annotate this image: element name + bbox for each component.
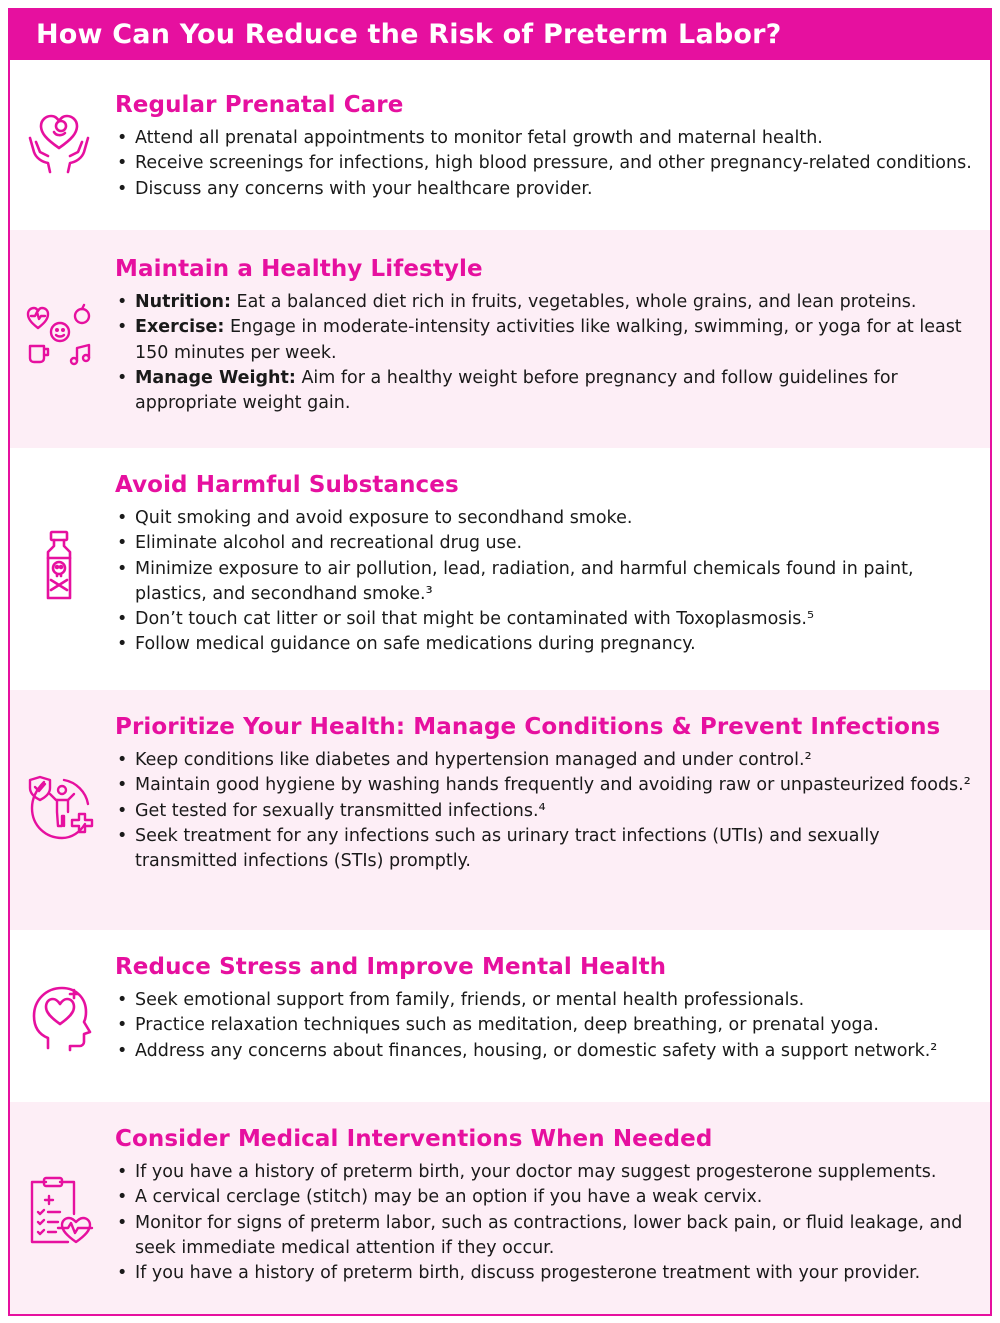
list-item: • If you have a history of preterm birth, discuss progesterone treatment with your provider. [115, 1261, 982, 1286]
list-item: • Follow medical guidance on safe medications during pregnancy. [115, 632, 982, 657]
list-item: • Monitor for signs of preterm labor, such as contractions, lower back pain, or fluid leakage, and seek immediate medical attention if they occur. [115, 1211, 982, 1262]
mental-health-head-icon [24, 982, 94, 1052]
list-item: • Don’t touch cat litter or soil that might be contaminated with Toxoplasmosis.⁵ [115, 607, 982, 632]
section-title: Avoid Harmful Substances [115, 472, 459, 498]
bullet-list [115, 290, 982, 416]
section-medical-interventions [10, 1102, 990, 1316]
list-item: • Discuss any concerns with your healthcare provider. [115, 177, 982, 202]
section-title: Regular Prenatal Care [115, 92, 404, 118]
health-shield-person-icon [24, 774, 94, 844]
list-item: • Minimize exposure to air pollution, lead, radiation, and harmful chemicals found in paint, plastics, and secondhand smoke.³ [115, 557, 982, 608]
section-mental-health [10, 930, 990, 1102]
medical-clipboard-icon [24, 1176, 94, 1246]
list-item: • Address any concerns about finances, housing, or domestic safety with a support network.² [115, 1039, 982, 1064]
list-item: • Receive screenings for infections, high blood pressure, and other pregnancy-related conditions. [115, 151, 982, 176]
list-item: • Seek treatment for any infections such as urinary tract infections (UTIs) and sexually transmitted infections (STIs) promptly. [115, 824, 982, 875]
section-manage-conditions [10, 690, 990, 930]
bullet-list [115, 506, 982, 658]
bullet-list [115, 126, 982, 202]
section-harmful-substances [10, 448, 990, 690]
list-item: • Practice relaxation techniques such as meditation, deep breathing, or prenatal yoga. [115, 1013, 982, 1038]
lifestyle-icon [24, 302, 94, 372]
list-item: • Seek emotional support from family, friends, or mental health professionals. [115, 988, 982, 1013]
list-item: • Quit smoking and avoid exposure to secondhand smoke. [115, 506, 982, 531]
section-prenatal-care [10, 60, 990, 230]
list-item: • If you have a history of preterm birth, your doctor may suggest progesterone supplements. [115, 1160, 982, 1185]
section-healthy-lifestyle [10, 230, 990, 448]
section-title: Maintain a Healthy Lifestyle [115, 256, 483, 282]
list-item: • Maintain good hygiene by washing hands frequently and avoiding raw or unpasteurized foods.² [115, 773, 982, 798]
list-item: • Exercise: Engage in moderate-intensity activities like walking, swimming, or yoga for at least 150 minutes per week. [115, 315, 982, 366]
bullet-list [115, 1160, 982, 1286]
list-item: • Keep conditions like diabetes and hypertension managed and under control.² [115, 748, 982, 773]
section-title: Reduce Stress and Improve Mental Health [115, 954, 667, 980]
bullet-list [115, 988, 982, 1064]
list-item: • Get tested for sexually transmitted infections.⁴ [115, 799, 982, 824]
list-item: • Manage Weight: Aim for a healthy weight before pregnancy and follow guidelines for appropriate weight gain. [115, 366, 982, 417]
bullet-list [115, 748, 982, 874]
list-item: • Nutrition: Eat a balanced diet rich in fruits, vegetables, whole grains, and lean proteins. [115, 290, 982, 315]
poison-bottle-icon [24, 530, 94, 600]
page-title: How Can You Reduce the Risk of Preterm Labor? [10, 10, 990, 60]
list-item: • Attend all prenatal appointments to monitor fetal growth and maternal health. [115, 126, 982, 151]
list-item: • A cervical cerclage (stitch) may be an option if you have a weak cervix. [115, 1185, 982, 1210]
heart-hands-baby-icon [24, 108, 94, 178]
list-item: • Eliminate alcohol and recreational drug use. [115, 531, 982, 556]
section-title: Consider Medical Interventions When Needed [115, 1126, 713, 1152]
section-title: Prioritize Your Health: Manage Conditions & Prevent Infections [115, 714, 941, 740]
infographic [8, 8, 992, 1316]
